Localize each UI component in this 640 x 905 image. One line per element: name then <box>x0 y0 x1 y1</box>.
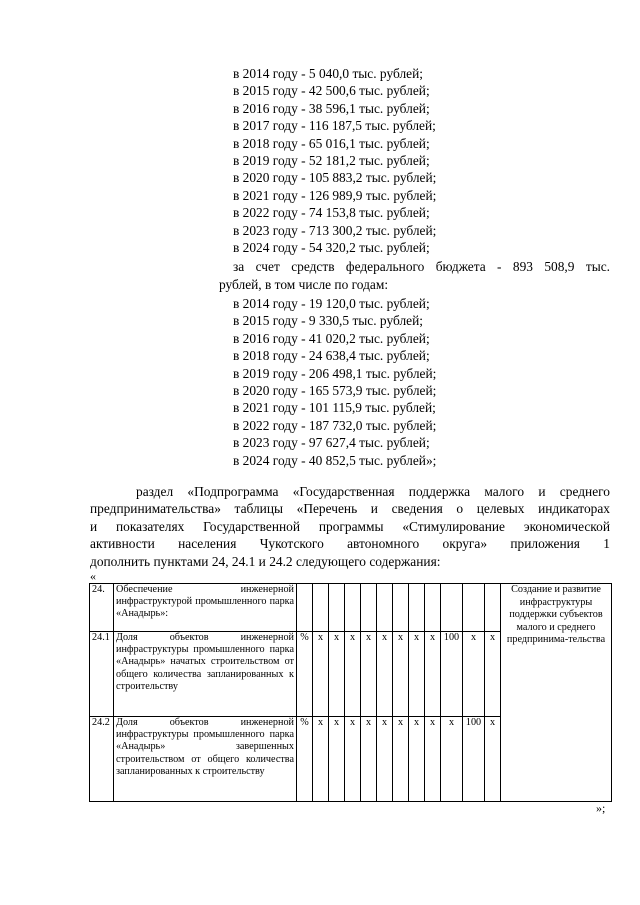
unit-cell: % <box>297 717 313 802</box>
list-item: в 2021 году - 126 989,9 тыс. рублей; <box>233 187 437 203</box>
row-number: 24.2 <box>90 717 114 802</box>
list-item: в 2021 году - 101 115,9 тыс. рублей; <box>233 400 436 416</box>
value-cell <box>377 584 393 632</box>
value-cell: 100 <box>441 632 463 717</box>
list-item: в 2018 году - 65 016,1 тыс. рублей; <box>233 135 430 151</box>
list-item: в 2015 году - 42 500,6 тыс. рублей; <box>233 83 430 99</box>
value-cell: x <box>393 717 409 802</box>
budget-total-list <box>233 65 436 256</box>
unit-cell: % <box>297 632 313 717</box>
value-cell: x <box>377 717 393 802</box>
list-item: в 2023 году - 713 300,2 тыс. рублей; <box>233 222 437 238</box>
list-item: в 2014 году - 19 120,0 тыс. рублей; <box>233 296 430 311</box>
value-cell <box>425 584 441 632</box>
paragraph-line: и показателях Государственной программы «Стимулирование экономической <box>90 518 610 534</box>
list-item: в 2016 году - 38 596,1 тыс. рублей; <box>233 100 430 116</box>
value-cell <box>463 584 485 632</box>
paragraph-line: активности населения Чукотского автономного округа» приложения 1 <box>90 536 610 552</box>
value-cell <box>409 584 425 632</box>
value-cell <box>485 584 501 632</box>
value-cell: x <box>409 632 425 717</box>
list-item: в 2024 году - 40 852,5 тыс. рублей»; <box>233 452 437 468</box>
value-cell: x <box>313 717 329 802</box>
indicators-table <box>89 583 612 802</box>
value-cell: 100 <box>463 717 485 802</box>
paragraph-line: дополнить пунктами 24, 24.1 и 24.2 следующего содержания: <box>90 553 441 569</box>
paragraph-line: раздел «Подпрограмма «Государственная поддержка малого и среднего <box>136 484 610 499</box>
list-item: в 2016 году - 41 020,2 тыс. рублей; <box>233 330 430 346</box>
value-cell: x <box>313 632 329 717</box>
list-item: в 2022 году - 187 732,0 тыс. рублей; <box>233 417 437 433</box>
value-cell <box>441 584 463 632</box>
row-description: Доля объектов инженерной инфраструктуры промышленного парка «Анадырь» начатых строительством от общего количества запланированных к строительству <box>114 632 297 717</box>
value-cell: x <box>425 632 441 717</box>
row-number: 24. <box>90 584 114 632</box>
value-cell: x <box>393 632 409 717</box>
list-item: в 2022 году - 74 153,8 тыс. рублей; <box>233 205 430 221</box>
opening-quote: « <box>90 569 96 583</box>
list-item: в 2014 году - 5 040,0 тыс. рублей; <box>233 66 423 81</box>
value-cell: x <box>463 632 485 717</box>
list-item: в 2024 году - 54 320,2 тыс. рублей; <box>233 239 430 255</box>
value-cell: x <box>329 717 345 802</box>
list-item: в 2023 году - 97 627,4 тыс. рублей; <box>233 435 430 451</box>
value-cell: x <box>485 632 501 717</box>
unit-cell <box>297 584 313 632</box>
value-cell: x <box>345 717 361 802</box>
value-cell: x <box>377 632 393 717</box>
list-item: в 2019 году - 52 181,2 тыс. рублей; <box>233 152 430 168</box>
value-cell <box>361 584 377 632</box>
value-cell: x <box>409 717 425 802</box>
list-item: в 2020 году - 165 573,9 тыс. рублей; <box>233 382 437 398</box>
paragraph-line: предпринимательства» таблицы «Перечень и сведения о целевых индикаторах <box>90 501 610 517</box>
value-cell <box>329 584 345 632</box>
row-description: Обеспечение инженерной инфраструктурой промышленного парка «Анадырь»: <box>114 584 297 632</box>
row-number: 24.1 <box>90 632 114 717</box>
list-item: в 2018 году - 24 638,4 тыс. рублей; <box>233 348 430 364</box>
value-cell: x <box>329 632 345 717</box>
budget-federal-list <box>233 295 436 469</box>
value-cell: x <box>361 717 377 802</box>
value-cell: x <box>425 717 441 802</box>
result-cell: Создание и развитие инфраструктуры поддержки субъектов малого и среднего предпринима-тельства <box>501 584 612 802</box>
list-item: в 2015 году - 9 330,5 тыс. рублей; <box>233 313 423 329</box>
value-cell <box>345 584 361 632</box>
value-cell: x <box>485 717 501 802</box>
value-cell <box>393 584 409 632</box>
closing-quote: »; <box>596 801 606 815</box>
value-cell: x <box>441 717 463 802</box>
list-item: в 2020 году - 105 883,2 тыс. рублей; <box>233 170 437 186</box>
list-item: в 2019 году - 206 498,1 тыс. рублей; <box>233 365 437 381</box>
federal-budget-line: за счет средств федерального бюджета - 893 508,9 тыс. <box>233 259 610 274</box>
value-cell <box>313 584 329 632</box>
list-item: в 2017 году - 116 187,5 тыс. рублей; <box>233 118 436 134</box>
table-row <box>90 584 612 632</box>
row-description: Доля объектов инженерной инфраструктуры промышленного парка «Анадырь» завершенных строительством от общего количества запланированных к строительству <box>114 717 297 802</box>
amendment-paragraph <box>90 483 610 570</box>
value-cell: x <box>345 632 361 717</box>
value-cell: x <box>361 632 377 717</box>
federal-budget-line-cont: рублей, в том числе по годам: <box>219 277 389 292</box>
